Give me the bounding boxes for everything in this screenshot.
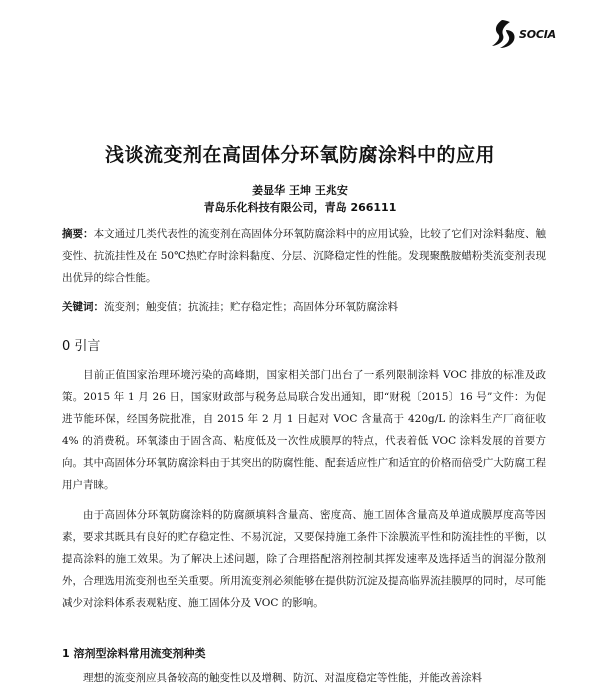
abstract — [62, 223, 546, 289]
paragraph-3: 理想的流变剂应具备较高的触变性以及增稠、防沉、对温度稳定等性能，并能改善涂料 — [83, 672, 482, 684]
paragraph-2: 由于高固体分环氧防腐涂料的防腐颜填料含量高、密度高、施工固体含量高及单道成膜厚度高等因素，要求其既具有良好的贮存稳定性、不易沉淀，又要保持施工条件下涂膜流平性和防流挂性的平衡，以提高涂料的施工效果。为了解决上述问题，除了合理搭配溶剂控制其挥发速率及选择适当的润湿分散剂外，合理选用流变剂也至关重要。所用流变剂必须能够在提供防沉淀及提高临界流挂膜厚的同时，尽可能减少对涂料体系表观粘度、施工固体分及 VOC 的影响。 — [62, 509, 546, 609]
publisher-logo — [488, 18, 556, 50]
paper-title: 浅谈流变剂在高固体分环氧防腐涂料中的应用 — [104, 144, 495, 166]
section-heading-intro: 0 引言 — [62, 339, 101, 354]
paragraph-1: 目前正值国家治理环境污染的高峰期，国家相关部门出台了一系列限制涂料 VOC 排放的标准及政策。2015 年 1 月 26 日，国家财政部与税务总局联合发出通知，即“财税〔2015〕16 号”文件：为促进节能环保，经国务院批准，自 2015 年 2 月 1 日起对 VOC 含量高于 420g/L 的涂料生产厂商征收 4% 的消费税。环氧漆由于固含高、粘度低及一次性成膜厚的特点，代表着低 VOC 涂料发展的首要方向。其中高固体分环氧防腐涂料由于其突出的防腐性能、配套适应性广和适宜的价格而倍受广大防腐工程用户青睐。 — [62, 369, 546, 491]
abstract-text: 本文通过几类代表性的流变剂在高固体分环氧防腐涂料中的应用试验，比较了它们对涂料黏度、触变性、抗流挂性及在 50℃热贮存时涂料黏度、分层、沉降稳定性的性能。发现聚酰胺蜡粉类流变剂表现出优异的综合性能。 — [62, 228, 547, 284]
affiliation: 青岛乐化科技有限公司，青岛 266111 — [203, 201, 397, 214]
keywords — [62, 300, 546, 314]
section-heading-1: 1 溶剂型涂料常用流变剂种类 — [62, 647, 206, 660]
socia-logo-icon — [488, 18, 518, 50]
keywords-text: 流变剂；触变值；抗流挂；贮存稳定性；高固体分环氧防腐涂料 — [104, 301, 398, 313]
authors: 姜显华 王坤 王兆安 — [252, 184, 348, 197]
keywords-label: 关键词： — [62, 301, 104, 313]
logo-text: SOCIA — [519, 27, 556, 41]
abstract-label: 摘要： — [62, 228, 94, 240]
